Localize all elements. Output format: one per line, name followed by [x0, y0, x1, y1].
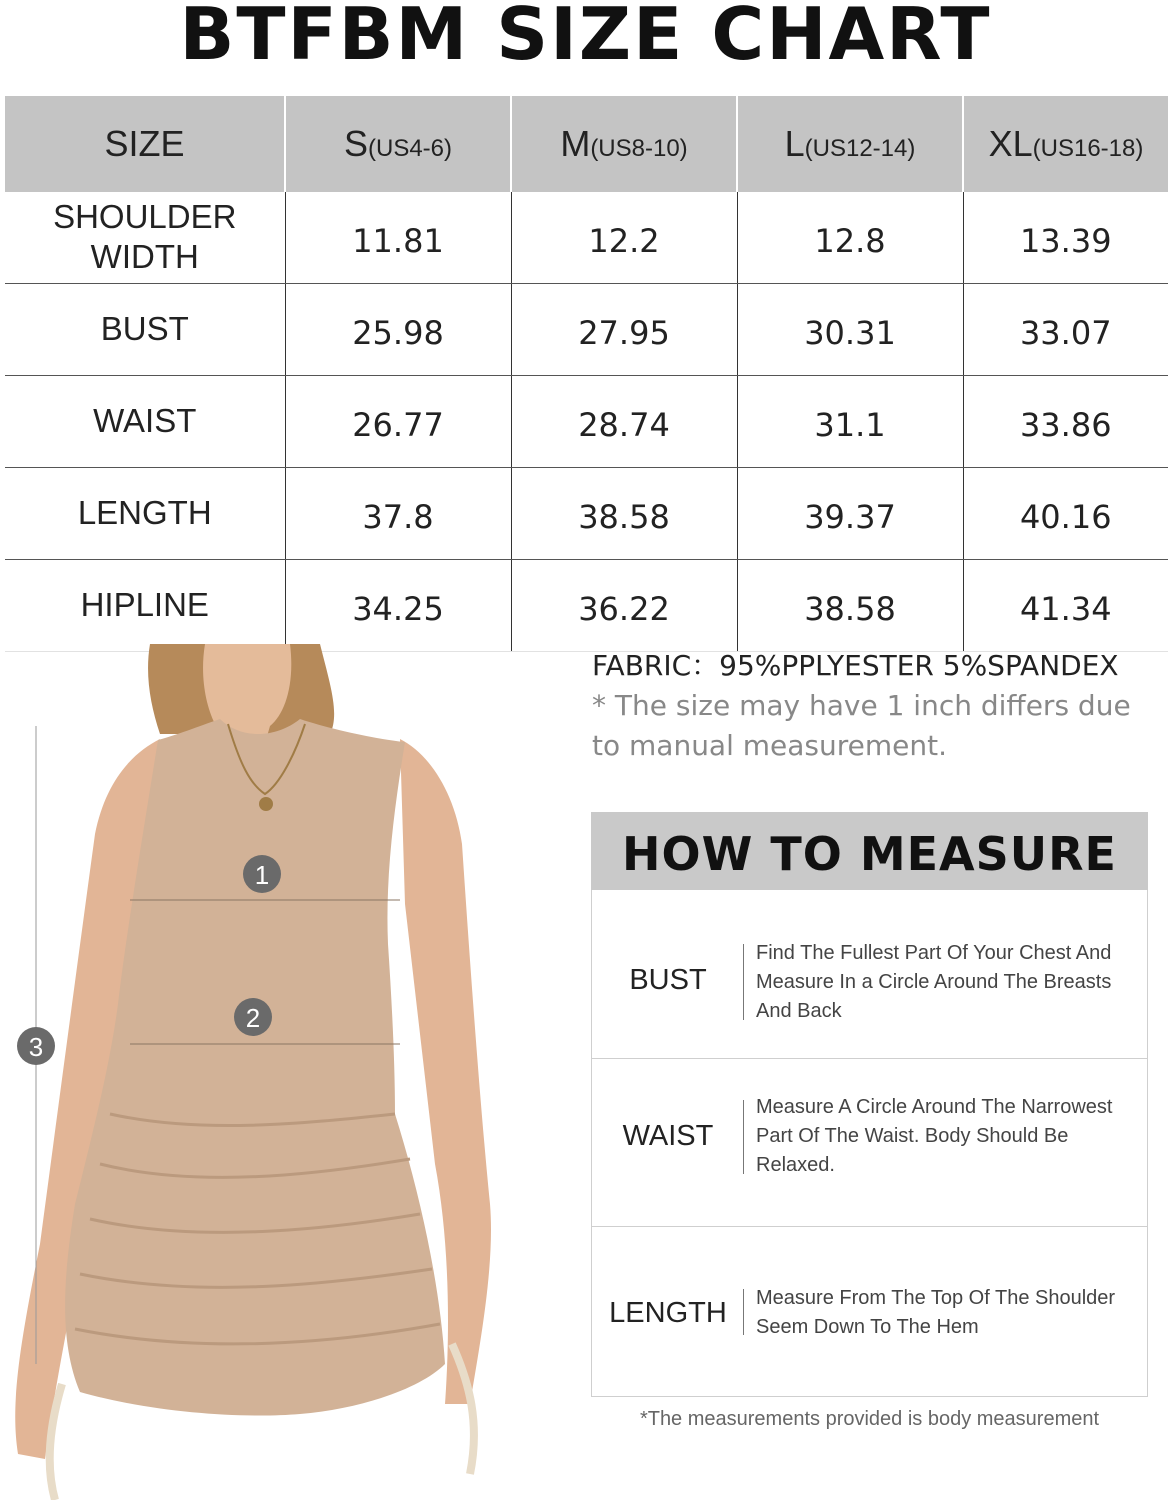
table-row — [5, 468, 1168, 560]
table-cell: 31.1 — [737, 376, 963, 468]
table-row — [5, 192, 1168, 284]
product-photo — [0, 644, 560, 1500]
size-header-m: M(US8-10) — [511, 96, 737, 192]
table-cell: 28.74 — [511, 376, 737, 468]
measure-description: Measure A Circle Around The Narrowest Part Of The Waist. Body Should Be Relaxed. — [756, 1096, 1113, 1176]
table-cell: 36.22 — [511, 560, 737, 652]
table-cell: 27.95 — [511, 284, 737, 376]
size-header-l: L(US12-14) — [737, 96, 963, 192]
table-cell: 26.77 — [285, 376, 511, 468]
page-title: BTFBM SIZE CHART — [179, 0, 992, 76]
measure-item-waist — [592, 1058, 1147, 1227]
table-cell: 40.16 — [963, 468, 1168, 560]
how-to-measure-title: HOW TO MEASURE — [591, 812, 1148, 890]
table-cell: 30.31 — [737, 284, 963, 376]
table-cell: 38.58 — [737, 560, 963, 652]
size-header-s: S(US4-6) — [285, 96, 511, 192]
table-cell: 12.2 — [511, 192, 737, 284]
fabric-note: * The size may have 1 inch differs due to manual measurement. — [592, 689, 1131, 762]
size-header-xl: XL(US16-18) — [963, 96, 1168, 192]
table-cell: 13.39 — [963, 192, 1168, 284]
measure-label: LENGTH — [609, 1297, 727, 1329]
marker-1-label: 1 — [254, 860, 270, 890]
divider — [743, 1289, 744, 1335]
how-to-measure-panel — [591, 890, 1148, 1397]
size-header-label: SIZE — [5, 96, 285, 192]
table-cell: 37.8 — [285, 468, 511, 560]
measure-label: WAIST — [622, 1120, 714, 1152]
row-label-shoulder: SHOULDER WIDTH — [5, 192, 285, 284]
table-cell: 33.86 — [963, 376, 1168, 468]
table-cell: 38.58 — [511, 468, 737, 560]
table-cell: 34.25 — [285, 560, 511, 652]
measure-description: Find The Fullest Part Of Your Chest And Measure In a Circle Around The Breasts And Back — [756, 942, 1112, 1022]
measure-label: BUST — [629, 964, 707, 996]
measure-item-bust — [592, 890, 1147, 1059]
marker-3-label: 3 — [28, 1032, 44, 1062]
measure-item-length — [592, 1227, 1147, 1395]
measure-description: Measure From The Top Of The Shoulder Seem Down To The Hem — [756, 1287, 1116, 1338]
table-cell: 33.07 — [963, 284, 1168, 376]
divider — [743, 1100, 744, 1174]
table-cell: 41.34 — [963, 560, 1168, 652]
table-cell: 25.98 — [285, 284, 511, 376]
divider — [743, 944, 744, 1020]
fabric-composition: FABRIC：95%PPLYESTER 5%SPANDEX — [592, 649, 1119, 682]
pendant-icon — [259, 797, 273, 811]
row-label-length: LENGTH — [5, 468, 285, 560]
table-cell: 12.8 — [737, 192, 963, 284]
fabric-info — [592, 644, 1162, 766]
size-header-row — [5, 96, 1168, 192]
table-row — [5, 560, 1168, 652]
row-label-bust: BUST — [5, 284, 285, 376]
dress-illustration — [0, 644, 560, 1500]
size-chart-table — [5, 96, 1168, 652]
table-cell: 11.81 — [285, 192, 511, 284]
table-row — [5, 376, 1168, 468]
table-row — [5, 284, 1168, 376]
row-label-waist: WAIST — [5, 376, 285, 468]
footnote: *The measurements provided is body measurement — [639, 1408, 1100, 1430]
marker-2-label: 2 — [245, 1003, 261, 1033]
row-label-hipline: HIPLINE — [5, 560, 285, 652]
table-cell: 39.37 — [737, 468, 963, 560]
